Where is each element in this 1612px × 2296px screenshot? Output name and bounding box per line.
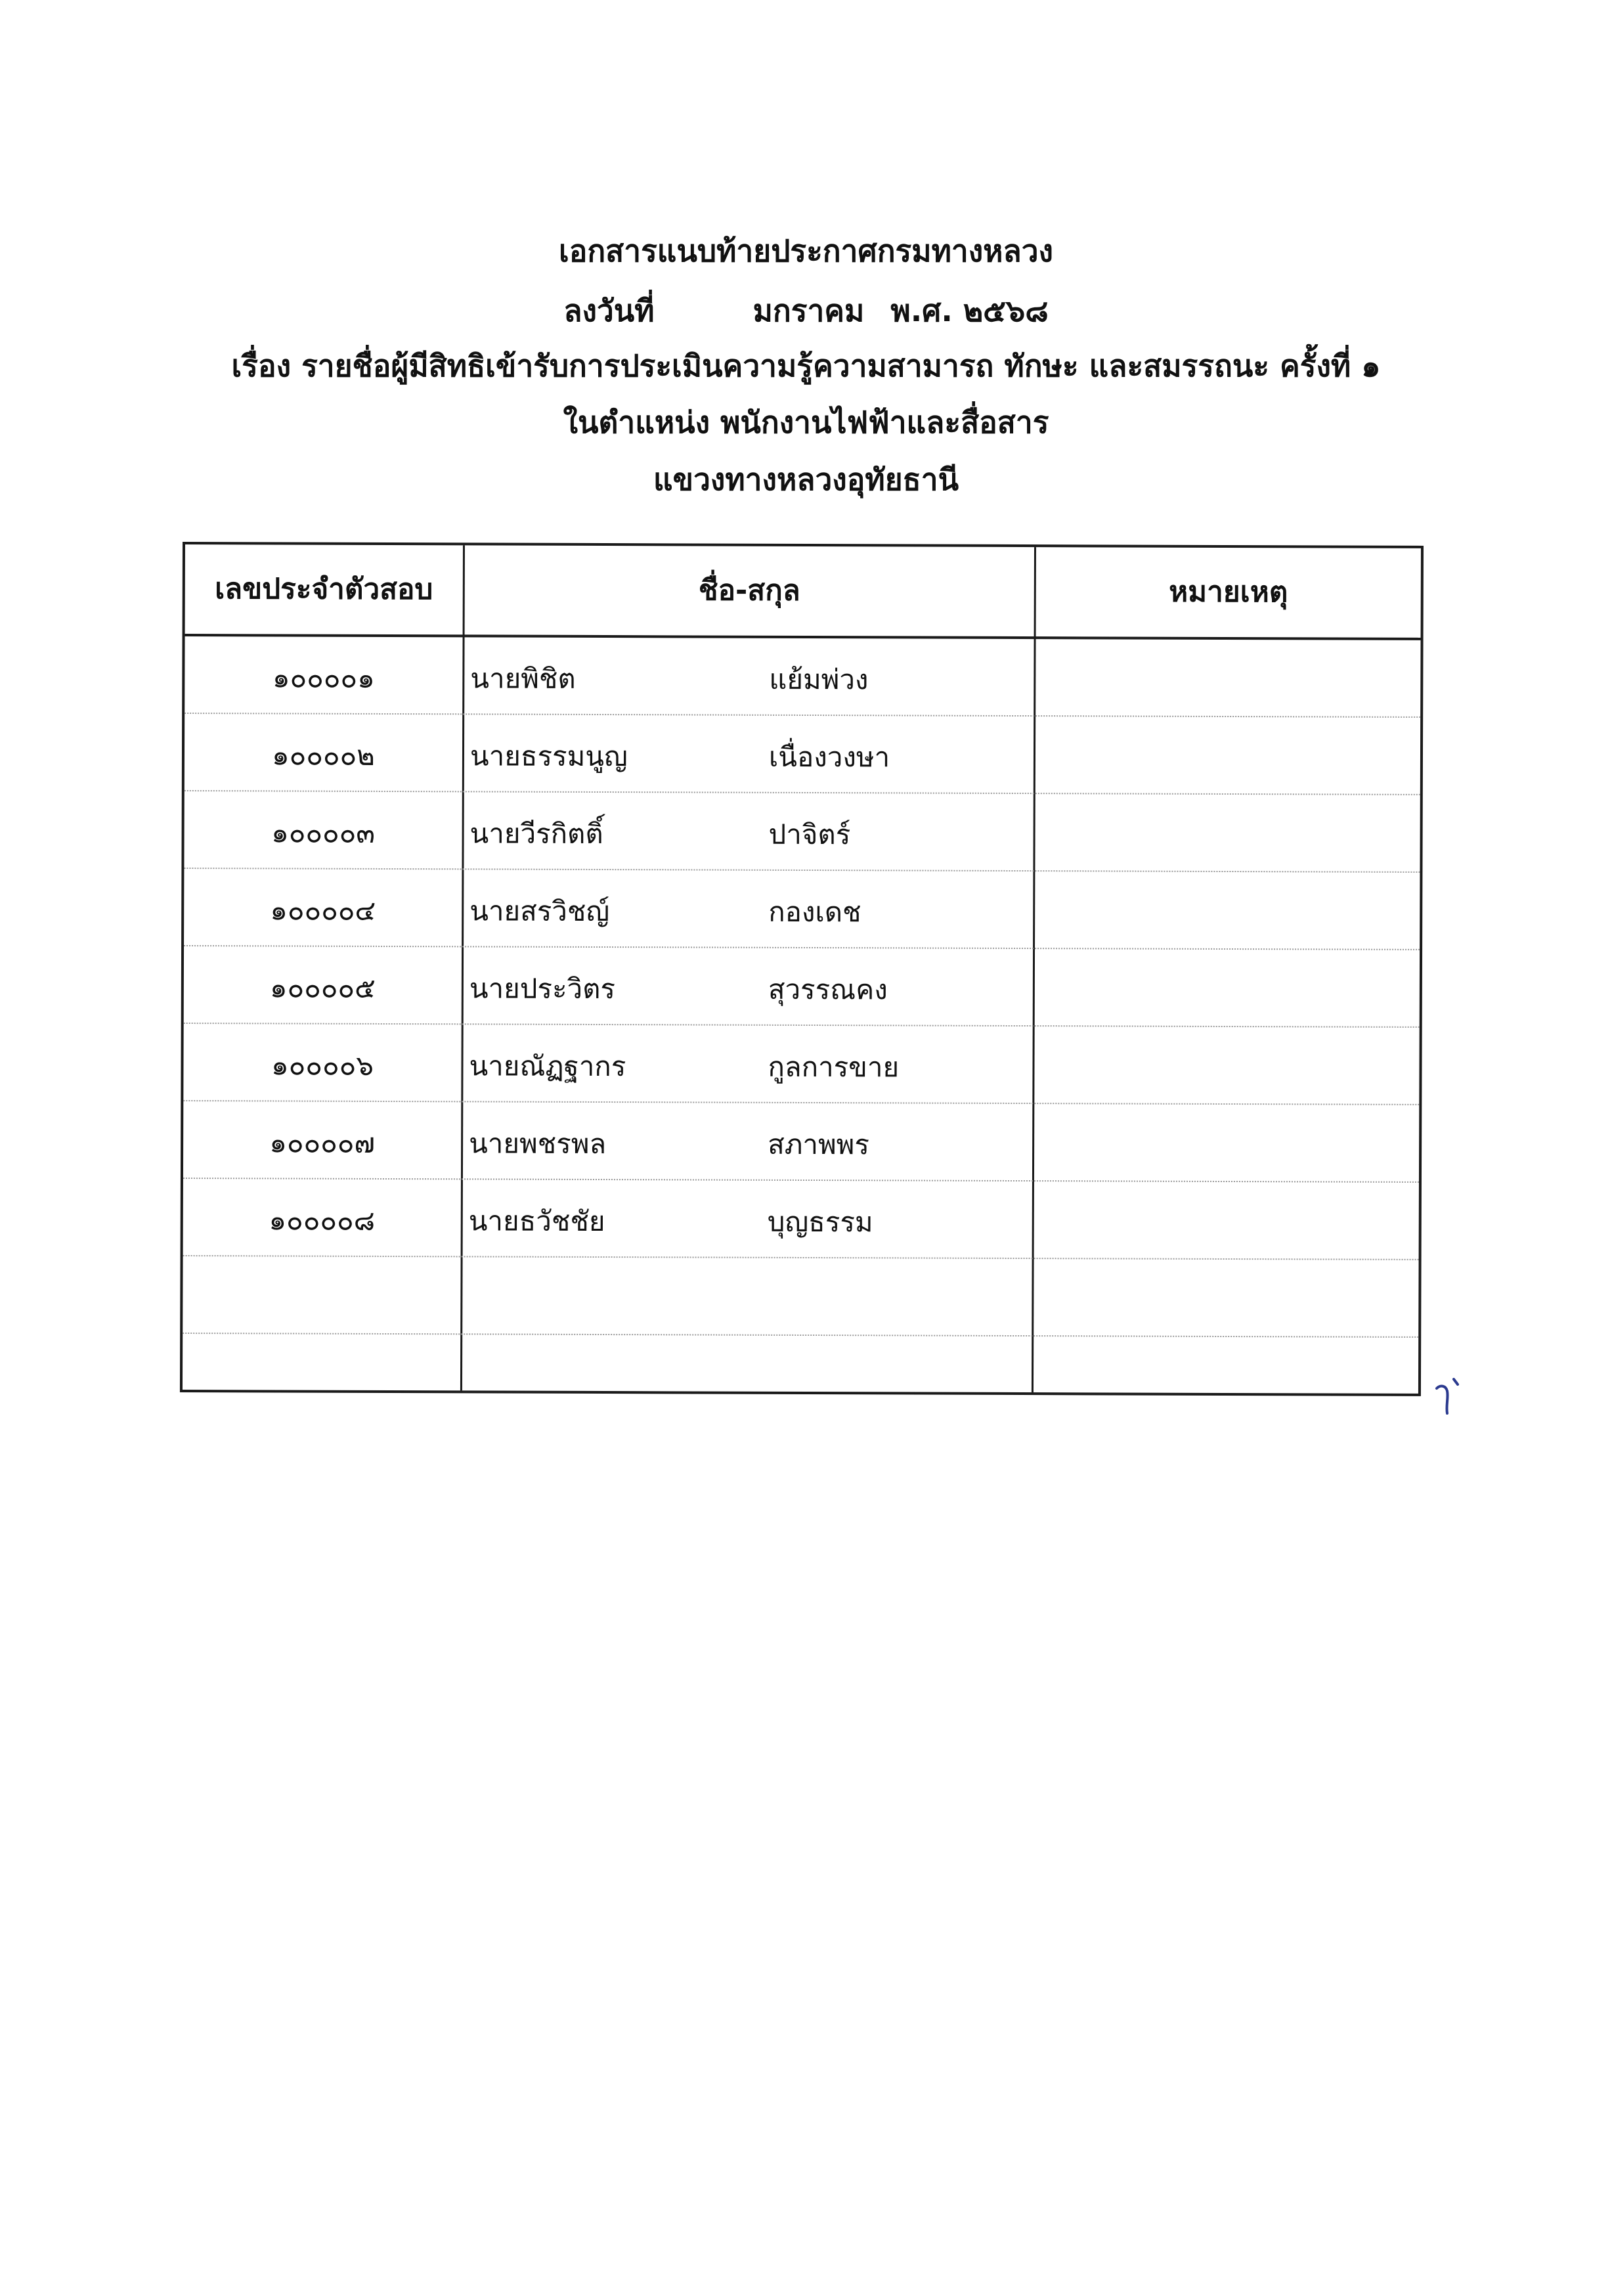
- table-row: [183, 1334, 1418, 1415]
- cell-exam-id: ๑๐๐๐๐๓: [271, 816, 376, 849]
- cell-last-name: สุวรรณคง: [768, 973, 888, 1006]
- header-subject: เรื่อง รายชื่อผู้มีสิทธิเข้ารับการประเมินความรู้ความสามารถ ทักษะ และสมรรถนะ ครั้งที่ ๑: [231, 348, 1381, 384]
- table-row: [185, 714, 1420, 795]
- table-row: [184, 946, 1420, 1028]
- cell-first-name: นายพชรพล: [469, 1127, 607, 1160]
- cell-first-name: นายประวิตร: [469, 972, 616, 1005]
- table-row: [183, 1256, 1418, 1338]
- cell-first-name: นายณัฏฐากร: [469, 1049, 626, 1083]
- date-label: ลงวันที่: [563, 293, 655, 328]
- cell-last-name: แย้มพ่วง: [769, 663, 869, 696]
- handwritten-initial-signature: [1431, 1374, 1471, 1420]
- cell-last-name: กองเดช: [768, 895, 861, 929]
- cell-first-name: นายธรรมนูญ: [469, 740, 628, 773]
- cell-exam-id: ๑๐๐๐๐๔: [270, 894, 376, 927]
- cell-last-name: บุญธรรม: [767, 1205, 873, 1239]
- table-row: [183, 1101, 1419, 1183]
- table-row: [185, 636, 1420, 718]
- cell-last-name: กูลการขาย: [768, 1050, 900, 1084]
- cell-exam-id: ๑๐๐๐๐๗: [269, 1126, 376, 1159]
- table-row: [183, 1024, 1419, 1105]
- table-row: [184, 869, 1420, 950]
- column-header-id: เลขประจำตัวสอบ: [215, 572, 433, 607]
- cell-exam-id: ๑๐๐๐๐๘: [269, 1204, 376, 1237]
- cell-first-name: นายธวัชชัย: [468, 1204, 605, 1238]
- table-row: [183, 1179, 1419, 1260]
- cell-first-name: นายพิชิต: [470, 662, 576, 695]
- header-title: เอกสารแนบท้ายประกาศกรมทางหลวง: [558, 233, 1053, 269]
- cell-last-name: สภาพพร: [768, 1128, 870, 1161]
- cell-first-name: นายวีรกิตติ์: [469, 817, 603, 850]
- header-position: ในตำแหน่ง พนักงานไฟฟ้าและสื่อสาร: [563, 405, 1049, 440]
- date-year: พ.ศ. ๒๕๖๘: [890, 293, 1049, 328]
- date-month: มกราคม: [752, 293, 865, 328]
- column-header-note: หมายเหตุ: [1169, 575, 1288, 609]
- candidate-table: [180, 542, 1424, 1396]
- table-row: [184, 791, 1420, 873]
- cell-last-name: ปาจิตร์: [768, 818, 851, 851]
- cell-exam-id: ๑๐๐๐๐๕: [269, 971, 376, 1004]
- cell-exam-id: [183, 1256, 460, 1335]
- header-date-line: [0, 291, 1612, 330]
- column-header-name: ชื่อ-สกุล: [698, 573, 800, 607]
- cell-last-name: เนื่องวงษา: [768, 740, 890, 774]
- cell-exam-id: ๑๐๐๐๐๖: [271, 1049, 374, 1082]
- cell-first-name: นายสรวิชญ์: [469, 894, 610, 928]
- header-office: แขวงทางหลวงอุทัยธานี: [653, 462, 959, 497]
- cell-exam-id: [183, 1334, 460, 1412]
- cell-exam-id: ๑๐๐๐๐๒: [271, 739, 375, 772]
- cell-exam-id: ๑๐๐๐๐๑: [272, 661, 375, 694]
